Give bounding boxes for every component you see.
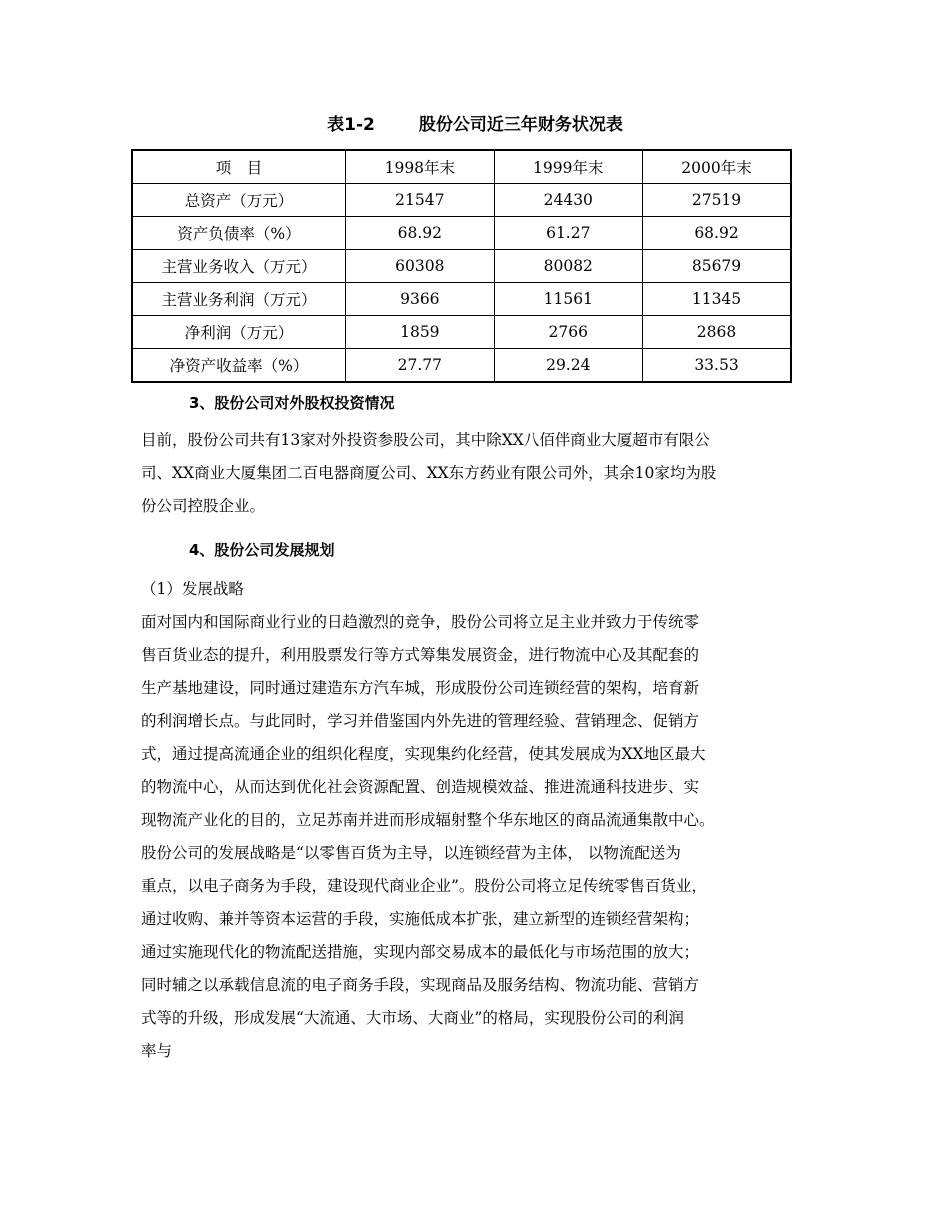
paragraph-line: 的利润增长点。与此同时，学习并借鉴国内外先进的管理经验、营销理念、促销方	[141, 712, 700, 730]
row-label-cell: 资产负债率（%）	[132, 217, 346, 250]
table-row	[132, 283, 791, 316]
value-cell: 80082	[494, 250, 642, 283]
value-cell: 9366	[346, 283, 494, 316]
paragraph-line: 现物流产业化的目的，立足苏南并进而形成辐射整个华东地区的商品流通集散中心。	[141, 811, 715, 829]
paragraph-line: 司、XX商业大厦集团二百电器商厦公司、XX东方药业有限公司外，其余10家均为股	[141, 464, 717, 482]
table-row	[132, 250, 791, 283]
value-cell: 11561	[494, 283, 642, 316]
section-3-paragraph	[141, 424, 821, 523]
row-label-cell: 总资产（万元）	[132, 184, 346, 217]
table-row	[132, 184, 791, 217]
value-cell: 1859	[346, 316, 494, 349]
header-cell: 1998年末	[346, 150, 494, 184]
row-label-cell: 主营业务利润（万元）	[132, 283, 346, 316]
table-caption-title: 股份公司近三年财务状况表	[418, 115, 623, 135]
section-4-paragraph	[141, 606, 821, 1068]
value-cell: 68.92	[643, 217, 792, 250]
paragraph-line: 通过实施现代化的物流配送措施，实现内部交易成本的最低化与市场范围的放大；	[141, 943, 700, 961]
paragraph-line: 重点，以电子商务为手段，建设现代商业企业”。股份公司将立足传统零售百货业，	[141, 877, 707, 895]
value-cell: 2766	[494, 316, 642, 349]
value-cell: 85679	[643, 250, 792, 283]
row-label-cell: 净利润（万元）	[132, 316, 346, 349]
section-3-heading: 3、股份公司对外股权投资情况	[189, 394, 395, 412]
table-caption-number: 表1-2	[327, 115, 375, 135]
value-cell: 2868	[643, 316, 792, 349]
table-row	[132, 349, 791, 383]
table-row	[132, 217, 791, 250]
paragraph-line: 面对国内和国际商业行业的日趋激烈的竞争，股份公司将立足主业并致力于传统零	[141, 613, 700, 631]
paragraph-line: 份公司控股企业。	[141, 497, 266, 515]
subsection-heading: （1）发展战略	[141, 580, 244, 598]
table-header-row	[132, 150, 791, 184]
paragraph-line: 式，通过提高流通企业的组织化程度，实现集约化经营，使其发展成为XX地区最大	[141, 745, 706, 763]
paragraph-line: 同时辅之以承载信息流的电子商务手段，实现商品及服务结构、物流功能、营销方	[141, 976, 700, 994]
value-cell: 11345	[643, 283, 792, 316]
financial-status-table	[131, 149, 792, 383]
paragraph-line: 股份公司的发展战略是“以零售百货为主导，以连锁经营为主体， 以物流配送为	[141, 844, 681, 862]
header-cell: 2000年末	[643, 150, 792, 184]
paragraph-line: 率与	[141, 1042, 173, 1060]
value-cell: 68.92	[346, 217, 494, 250]
value-cell: 33.53	[643, 349, 792, 383]
value-cell: 29.24	[494, 349, 642, 383]
value-cell: 60308	[346, 250, 494, 283]
table-caption	[0, 113, 950, 137]
paragraph-line: 售百货业态的提升，利用股票发行等方式筹集发展资金，进行物流中心及其配套的	[141, 646, 700, 664]
value-cell: 21547	[346, 184, 494, 217]
value-cell: 61.27	[494, 217, 642, 250]
paragraph-line: 式等的升级，形成发展“大流通、大市场、大商业”的格局，实现股份公司的利润	[141, 1009, 684, 1027]
paragraph-line: 的物流中心，从而达到优化社会资源配置、创造规模效益、推进流通科技进步、实	[141, 778, 700, 796]
table-row	[132, 316, 791, 349]
row-label-cell: 净资产收益率（%）	[132, 349, 346, 383]
paragraph-line: 通过收购、兼并等资本运营的手段，实施低成本扩张，建立新型的连锁经营架构；	[141, 910, 700, 928]
paragraph-line: 生产基地建设，同时通过建造东方汽车城，形成股份公司连锁经营的架构，培育新	[141, 679, 700, 697]
section-4-heading: 4、股份公司发展规划	[189, 541, 335, 559]
value-cell: 27.77	[346, 349, 494, 383]
value-cell: 24430	[494, 184, 642, 217]
paragraph-line: 目前，股份公司共有13家对外投资参股公司，其中除XX八佰伴商业大厦超市有限公	[141, 431, 710, 449]
value-cell: 27519	[643, 184, 792, 217]
row-label-cell: 主营业务收入（万元）	[132, 250, 346, 283]
header-cell: 1999年末	[494, 150, 642, 184]
header-cell: 项 目	[132, 150, 346, 184]
